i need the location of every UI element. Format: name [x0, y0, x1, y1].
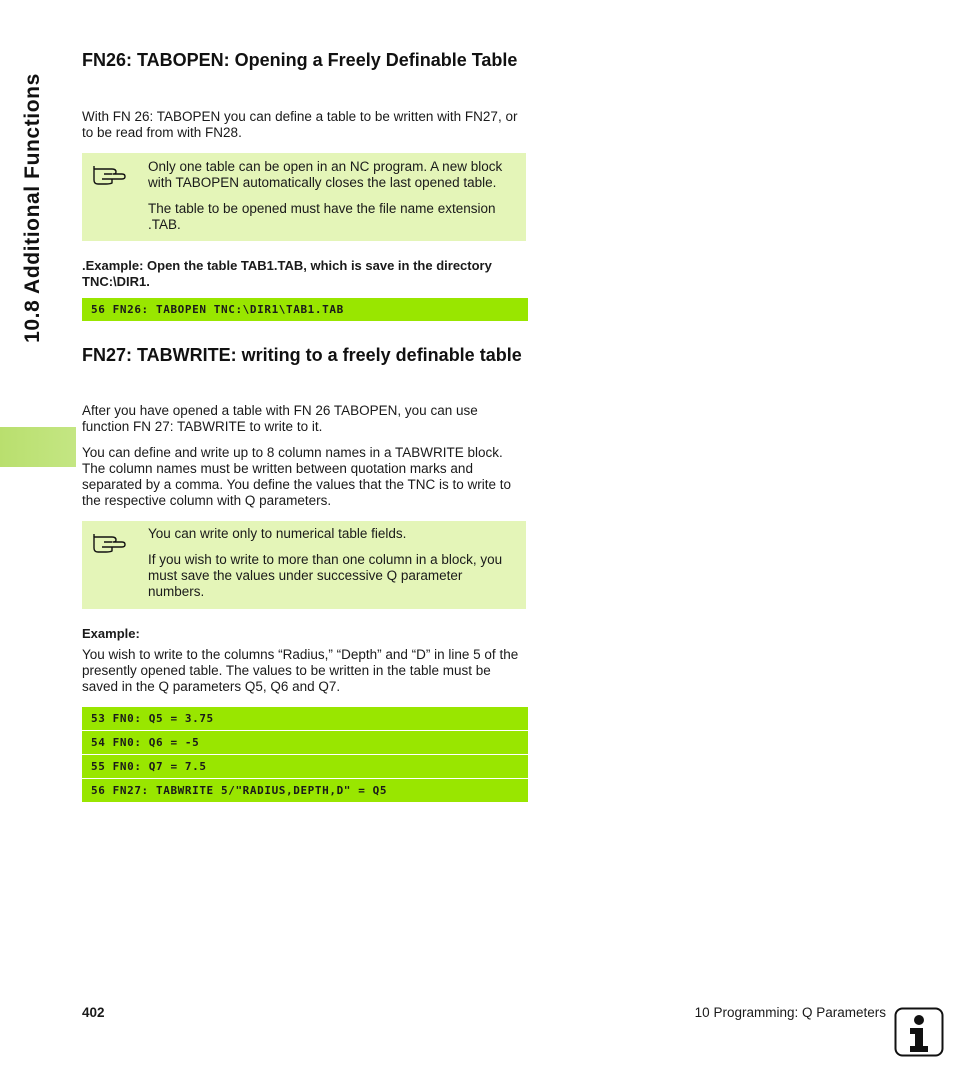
code-line: 55 FN0: Q7 = 7.5: [82, 755, 528, 778]
fn26-note-box: [82, 153, 526, 241]
fn26-heading: FN26: TABOPEN: Opening a Freely Definable Table: [82, 50, 518, 70]
fn26-example-label: .Example: Open the table TAB1.TAB, which is save in the directory TNC:\DIR1.: [82, 258, 492, 289]
chapter-footer: 10 Programming: Q Parameters: [694, 1005, 886, 1020]
fn26-code-line: 56 FN26: TABOPEN TNC:\DIR1\TAB1.TAB: [82, 298, 528, 321]
pointing-hand-icon: [92, 531, 126, 553]
fn27-note-text-2: If you wish to write to more than one column in a block, you must save the values under successive Q parameter numbers.: [148, 552, 503, 599]
fn27-example-text: You wish to write to the columns “Radius,” “Depth” and “D” in line 5 of the presently opened table. The values to be written in the table must be saved in the Q parameters Q5, Q6 and Q7.: [82, 647, 519, 694]
fn26-note-text-2: The table to be opened must have the file name extension .TAB.: [148, 201, 496, 232]
fn27-example-label: Example:: [82, 626, 140, 641]
info-icon: [894, 1007, 944, 1057]
code-line: 53 FN0: Q5 = 3.75: [82, 707, 528, 730]
fn27-heading: FN27: TABWRITE: writing to a freely definable table: [82, 345, 522, 365]
fn26-note-text-1: Only one table can be open in an NC program. A new block with TABOPEN automatically closes the last opened table.: [148, 159, 503, 190]
fn27-intro-2: You can define and write up to 8 column names in a TABWRITE block. The column names must be written between quotation marks and separated by a comma. You define the values that the TNC is to write to the respective column with Q parameters.: [82, 445, 511, 508]
fn27-note-text-1: You can write only to numerical table fields.: [148, 526, 407, 541]
pointing-hand-icon: [92, 163, 126, 185]
chapter-side-title: 10.8 Additional Functions: [21, 73, 44, 343]
code-line: 54 FN0: Q6 = -5: [82, 731, 528, 754]
chapter-tab-marker: [0, 427, 76, 467]
code-line: 56 FN27: TABWRITE 5/"RADIUS,DEPTH,D" = Q5: [82, 779, 528, 802]
fn27-note-box: [82, 521, 526, 609]
fn27-intro-1: After you have opened a table with FN 26 TABOPEN, you can use function FN 27: TABWRITE to write to it.: [82, 403, 478, 434]
fn26-intro: With FN 26: TABOPEN you can define a table to be written with FN27, or to be read from with FN28.: [82, 109, 518, 140]
page-number: 402: [82, 1005, 105, 1020]
